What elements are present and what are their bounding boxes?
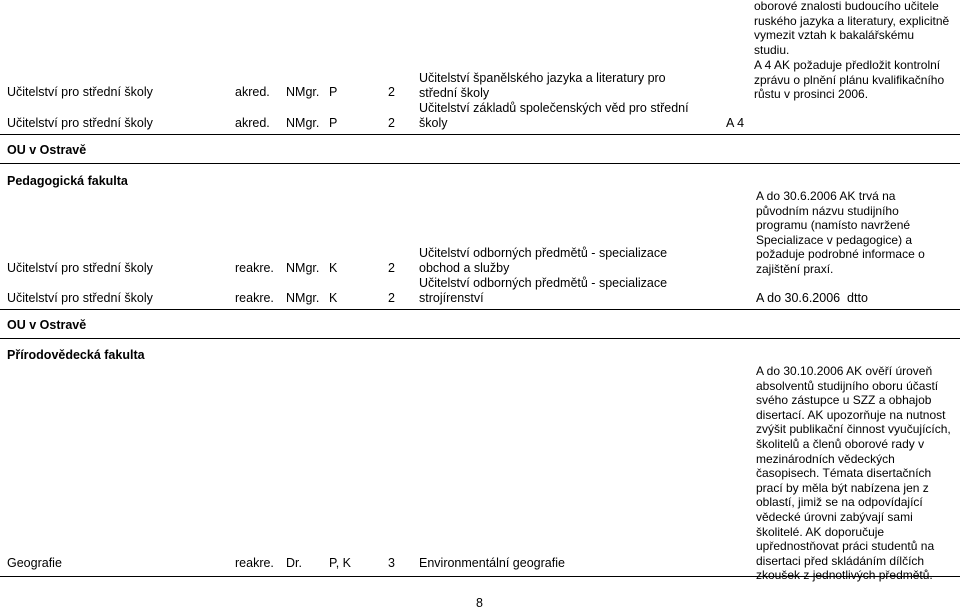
university-heading: OU v Ostravě <box>7 143 87 157</box>
page-number: 8 <box>476 596 483 610</box>
faculty-heading: Přírodovědecká fakulta <box>7 348 145 362</box>
form-cell: P <box>329 116 338 130</box>
status-cell: akred. <box>235 85 270 99</box>
note-cell: A do 30.10.2006 AK ověří úroveň absolventů studijního oboru účastí svého zástupce u SZZ a obhajob disertací. AK upozorňuje na nutnost zvýšit publikační činnost vyučujících, školitelů a členů oborové rady v mezinárodních vědeckých časopisech. Témata disertačních prací by měla být nabízena jen z oblastí, jimiž se na odpovídající vědecké úrovni zabývají sami školitelé. AK doporučuje upřednostňovat práci studentů na disertaci před skládáním dílčích zkoušek z jednotlivých předmětů. <box>756 364 951 583</box>
years-cell: 2 <box>388 291 395 305</box>
note-cell: A do 30.6.2006 dtto <box>756 291 868 305</box>
status-cell: akred. <box>235 116 270 130</box>
field-cell: Učitelství odborných předmětů - specializace strojírenství <box>419 276 668 305</box>
degree-cell: NMgr. <box>286 261 320 275</box>
degree-cell: NMgr. <box>286 291 320 305</box>
row-divider <box>0 338 960 339</box>
form-cell: K <box>329 261 338 275</box>
years-cell: 3 <box>388 556 395 570</box>
result-cell: A 4 <box>726 116 745 130</box>
field-cell: Učitelství španělského jazyka a literatury pro střední školy <box>419 71 666 100</box>
note-cell: A do 30.6.2006 AK trvá na původním názvu studijního programu (namísto navržené Specializace v pedagogice) a požaduje podrobné informace o zajištění praxí. <box>756 189 925 276</box>
note-cell: A 4 AK požaduje předložit kontrolní zprávu o plnění plánu kvalifikačního růstu v prosinci 2006. <box>754 58 945 102</box>
years-cell: 2 <box>388 116 395 130</box>
prev-note: oborové znalosti budoucího učitele ruského jazyka a literatury, explicitně vymezit vztah k bakalářskému studiu. <box>754 0 950 57</box>
row-divider <box>0 163 960 164</box>
university-heading: OU v Ostravě <box>7 318 87 332</box>
status-cell: reakre. <box>235 261 274 275</box>
row-divider <box>0 134 960 135</box>
program-cell: Učitelství pro střední školy <box>7 85 153 99</box>
field-cell: Učitelství základů společenských věd pro střední školy <box>419 101 689 130</box>
degree-cell: NMgr. <box>286 85 320 99</box>
status-cell: reakre. <box>235 556 274 570</box>
years-cell: 2 <box>388 85 395 99</box>
degree-cell: NMgr. <box>286 116 320 130</box>
program-cell: Učitelství pro střední školy <box>7 116 153 130</box>
years-cell: 2 <box>388 261 395 275</box>
faculty-heading: Pedagogická fakulta <box>7 174 128 188</box>
row-divider <box>0 309 960 310</box>
form-cell: K <box>329 291 338 305</box>
program-cell: Učitelství pro střední školy <box>7 261 153 275</box>
degree-cell: Dr. <box>286 556 302 570</box>
form-cell: P <box>329 85 338 99</box>
row-divider <box>0 576 960 577</box>
program-cell: Geografie <box>7 556 62 570</box>
status-cell: reakre. <box>235 291 274 305</box>
field-cell: Učitelství odborných předmětů - specializace obchod a služby <box>419 246 668 275</box>
program-cell: Učitelství pro střední školy <box>7 291 153 305</box>
field-cell: Environmentální geografie <box>419 556 565 570</box>
form-cell: P, K <box>329 556 352 570</box>
